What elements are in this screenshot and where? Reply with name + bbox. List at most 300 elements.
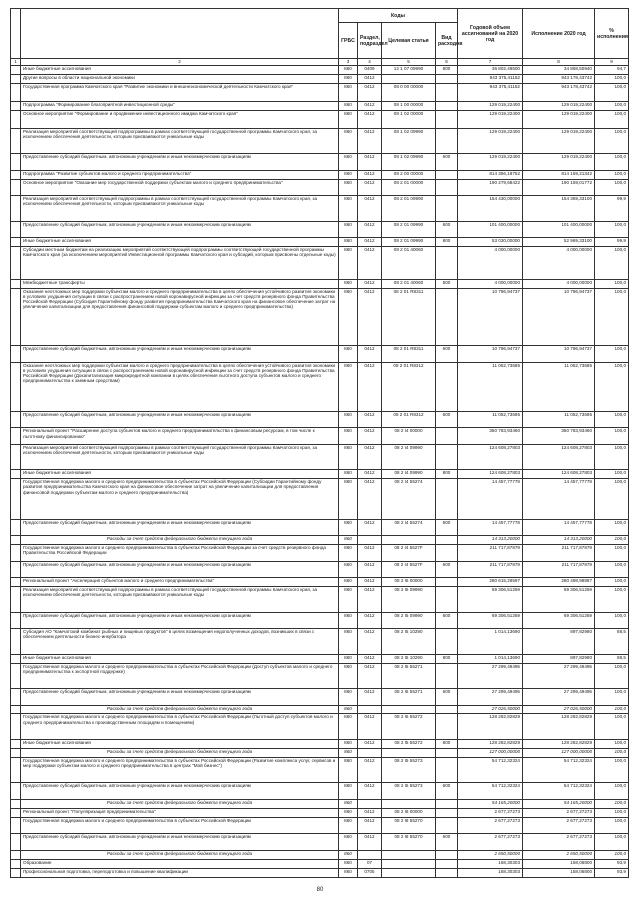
percent-cell: 100,0 [595,428,629,444]
grbs-cell: 860 [339,101,358,110]
plan-amount-cell: 168,30303 [458,859,523,868]
row-number-cell [11,587,21,612]
table-row [11,545,629,561]
target-article-cell: 08 1 02 09990 [382,128,436,153]
row-number-cell [11,479,21,519]
execution-amount-cell: 158,06800 [523,868,595,877]
expense-name-cell: Государственная поддержка малого и среднего предпринимательства в субъектах Российской Федерации (Льготный доступ субъектов малого и среднего предпринимательства к производственным площадям и помещениям) [21,714,339,739]
section-cell: 0412 [358,654,382,663]
target-article-cell: 08 2 I8 55270 [382,817,436,833]
section-cell: 0412 [358,739,382,748]
section-header: Раздел, подраздел [358,23,382,59]
expense-kind-cell: 600 [436,346,458,362]
expense-kind-cell [436,101,458,110]
percent-cell: 100,0 [595,817,629,833]
plan-amount-cell: 211 717,87879 [458,545,523,561]
column-number: 8 [523,59,595,66]
table-row [11,587,629,612]
execution-amount-cell: 814 159,21342 [523,170,595,179]
section-cell: 0412 [358,561,382,577]
table-row [11,834,629,850]
execution-amount-cell: 34 868,50940 [523,66,595,75]
grbs-cell: 860 [339,654,358,663]
plan-amount-cell: 128 282,82829 [458,714,523,739]
target-article-cell [382,868,436,877]
column-number: 3 [339,59,358,66]
grbs-cell: 860 [339,362,358,411]
grbs-cell: 860 [339,519,358,535]
table-row [11,757,629,782]
table-row [11,739,629,748]
expense-kind-cell [436,479,458,519]
section-cell: 0412 [358,519,382,535]
column-number: 7 [458,59,523,66]
row-number-cell [11,170,21,179]
expense-kind-cell [436,362,458,411]
percent-cell: 100,0 [595,783,629,799]
execution-amount-cell: 14 313,20000 [523,536,595,545]
target-article-cell: 08 1 00 00000 [382,101,436,110]
expense-kind-cell: 600 [436,612,458,628]
expense-kind-cell [436,179,458,195]
expense-name-cell: Другие вопросы в области национальной экономики [21,74,339,83]
plan-amount-cell: 14 457,77778 [458,479,523,519]
column-number: 4 [358,59,382,66]
column-number: 1 [11,59,21,66]
expense-kind-cell [436,444,458,469]
column-number: 9 [595,59,629,66]
grbs-cell: 860 [339,587,358,612]
percent-cell: 100,0 [595,83,629,101]
section-cell: 0412 [358,689,382,705]
section-cell: 07 [358,859,382,868]
target-article-cell: 08 2 I5 55272 [382,714,436,739]
column-number: 5 [382,59,436,66]
expense-name-cell: Государственная поддержка малого и среднего предпринимательства в субъектах Российской Федерации [21,817,339,833]
table-row [11,859,629,868]
row-number-cell [11,179,21,195]
expense-kind-cell [436,757,458,782]
expense-kind-cell [436,83,458,101]
target-article-cell: 08 2 I4 09990 [382,444,436,469]
target-article-cell [382,859,436,868]
expense-name-cell: Региональный проект "Популяризация предпринимательства" [21,808,339,817]
plan-amount-cell: 211 717,87879 [458,561,523,577]
expense-kind-cell: 600 [436,834,458,850]
expense-name-cell: Предоставление субсидий бюджетным, автономным учреждениям и иным некоммерческим организациям [21,689,339,705]
percent-cell: 93,9 [595,859,629,868]
page-number: 80 [316,887,324,893]
target-article-cell: 08 2 I5 55273 [382,783,436,799]
federal-funds-row [11,748,629,757]
grbs-cell: 860 [339,444,358,469]
target-article-cell: 08 1 02 09990 [382,154,436,170]
row-number-cell [11,578,21,587]
percent-cell: 100,0 [595,444,629,469]
grbs-cell: 860 [339,179,358,195]
plan-amount-cell: 943 375,41152 [458,83,523,101]
grbs-cell: 860 [339,561,358,577]
expense-name-cell: Профессиональная подготовка, переподготовка и повышение квалификации [21,868,339,877]
grbs-cell: 860 [339,170,358,179]
target-article-cell: 08 2 01 R8312 [382,362,436,411]
section-cell: 0412 [358,179,382,195]
percent-cell: 100,0 [595,154,629,170]
section-cell: 0412 [358,444,382,469]
table-row [11,663,629,688]
row-number-cell [11,868,21,877]
expense-name-cell: Субсидия АО "Камчатский комбинат рыбных и пищевых продуктов" в целях возмещения недополученных доходов, возникших в связи с обеспечением деятельности бизнес-инкубатора [21,629,339,654]
plan-amount-cell: 27 026,50000 [458,705,523,714]
section-cell: 0412 [358,83,382,101]
plan-amount-cell: 168,30303 [458,868,523,877]
plan-amount-cell: 4 000,00000 [458,280,523,289]
percent-cell: 94,7 [595,66,629,75]
percent-cell: 100,0 [595,110,629,128]
expense-kind-cell [436,663,458,688]
row-number-cell [11,817,21,833]
expense-name-cell: Реализация мероприятий соответствующей подпрограммы в рамках соответствующей государственной программы Камчатского края, за исключением обеспечения деятельности, которым присваиваются уникальные коды [21,128,339,153]
execution-amount-cell: 129 019,22400 [523,128,595,153]
expense-name-cell: Иные бюджетные ассигнования [21,470,339,479]
grbs-cell: 860 [339,479,358,519]
execution-amount-cell: 124 608,27803 [523,470,595,479]
percent-cell: 100,0 [595,808,629,817]
execution-amount-cell: 4 000,00000 [523,247,595,280]
execution-amount-cell: 943 178,43742 [523,83,595,101]
expense-name-cell: Оказание неотложных мер поддержки субъектам малого и среднего предпринимательства в целях обеспечения устойчивого развития экономики в условиях ухудшения ситуации в связи с распространением новой коронавирусной инфекции за счет средств резервного фонда Правительства Российской Федерации (Субсидия Гарантийному фонду развития предпринимательства Камчатского края на финансовое обеспечение затрат на увеличение капитализации для предоставления финансовой поддержки субъектам малого и среднего предпринимательства) [21,289,339,346]
target-article-cell: 08 2 I4 55274 [382,519,436,535]
row-number-cell [11,66,21,75]
plan-amount-cell: 27 299,49495 [458,689,523,705]
table-row [11,110,629,128]
percent-cell: 100,0 [595,289,629,346]
grbs-cell: 860 [339,850,358,859]
expense-kind-cell [436,545,458,561]
table-row [11,578,629,587]
execution-amount-cell: 27 299,49495 [523,663,595,688]
grbs-cell: 860 [339,280,358,289]
codes-group-header: Коды [339,9,458,23]
table-row [11,629,629,654]
percent-cell: 100,0 [595,663,629,688]
target-article-cell: 08 2 I5 09990 [382,612,436,628]
grbs-cell: 860 [339,411,358,427]
expense-kind-cell [436,629,458,654]
plan-amount-cell: 128 282,82829 [458,739,523,748]
section-cell [358,536,382,545]
plan-amount-cell: 54 712,32324 [458,757,523,782]
section-cell: 0412 [358,154,382,170]
budget-rows [11,66,629,878]
grbs-cell: 860 [339,578,358,587]
execution-amount-cell: 350 783,93460 [523,428,595,444]
row-number-cell [11,714,21,739]
execution-amount-cell: 211 717,87879 [523,545,595,561]
expense-name-cell: Расходы за счет средств федерального бюджета текущего года [21,705,339,714]
target-article-cell: 08 2 I4 5527F [382,561,436,577]
target-article-cell [382,850,436,859]
section-cell: 0412 [358,470,382,479]
grbs-cell: 860 [339,247,358,280]
percent-cell: 100,0 [595,561,629,577]
grbs-cell: 860 [339,238,358,247]
execution-amount-cell: 10 796,94737 [523,346,595,362]
row-number-cell [11,289,21,346]
grbs-cell: 860 [339,748,358,757]
expense-name-cell: Государственная поддержка малого и среднего предпринимательства в субъектах Российской Федерации за счет средств резервного фонда Правительства Российской Федерации [21,545,339,561]
grbs-cell: 860 [339,221,358,237]
execution-amount-cell: 129 019,22400 [523,101,595,110]
section-cell: 0412 [358,346,382,362]
row-number-cell [11,238,21,247]
plan-amount-cell: 1 014,13690 [458,629,523,654]
expense-kind-cell: 600 [436,221,458,237]
target-article-cell: 08 2 I5 09990 [382,587,436,612]
row-number-cell [11,808,21,817]
expense-name-cell: Региональный проект "Расширение доступа субъектов малого и среднего предпринимательства к финансовым ресурсам, в том числе к льготному финансированию" [21,428,339,444]
execution-amount-cell: 2 650,50000 [523,850,595,859]
expense-kind-cell [436,808,458,817]
expense-name-cell: Реализация мероприятий соответствующей подпрограммы в рамках соответствующей государственной программы Камчатского края, за исключением обеспечения деятельности, которым присваиваются уникальные коды [21,196,339,221]
section-cell [358,850,382,859]
expense-name-cell: Иные бюджетные ассигнования [21,66,339,75]
plan-amount-cell: 2 650,50000 [458,850,523,859]
expense-kind-cell [436,289,458,346]
plan-amount-cell: 124 608,27803 [458,444,523,469]
target-article-cell: 08 2 I5 10290 [382,654,436,663]
expense-kind-cell: 800 [436,66,458,75]
plan-amount-cell: 10 796,94737 [458,346,523,362]
row-number-cell [11,689,21,705]
expense-kind-cell [436,110,458,128]
target-article-cell: 08 2 I4 5527F [382,545,436,561]
grbs-cell: 860 [339,110,358,128]
section-cell: 0412 [358,280,382,289]
percent-cell: 100,0 [595,74,629,83]
expense-kind-cell [436,748,458,757]
expense-kind-cell: 800 [436,739,458,748]
plan-amount-cell: 129 019,22400 [458,101,523,110]
plan-amount-cell: 2 677,27273 [458,808,523,817]
expense-kind-cell [436,850,458,859]
execution-amount-cell: 2 677,27273 [523,808,595,817]
expense-name-cell: Предоставление субсидий бюджетным, автономным учреждениям и иным некоммерческим организациям [21,783,339,799]
expense-kind-cell [436,799,458,808]
section-cell: 0412 [358,587,382,612]
expense-kind-cell [436,196,458,221]
target-article-cell: 08 2 I5 55273 [382,757,436,782]
execution-amount-cell: 190 159,01772 [523,179,595,195]
expense-kind-cell [436,578,458,587]
section-cell: 0412 [358,578,382,587]
percent-cell: 100,0 [595,689,629,705]
expense-name-cell: Предоставление субсидий бюджетным, автономным учреждениям и иным некоммерческим организациям [21,221,339,237]
plan-amount-cell: 2 677,27273 [458,817,523,833]
expense-name-cell: Реализация мероприятий соответствующей подпрограммы в рамках соответствующей государственной программы Камчатского края, за исключением обеспечения деятельности, которым присваиваются уникальные коды [21,587,339,612]
expense-kind-cell [436,817,458,833]
plan-amount-cell: 1 014,13690 [458,654,523,663]
table-row [11,362,629,411]
target-article-cell: 08 2 01 R8311 [382,346,436,362]
percent-cell: 99,9 [595,238,629,247]
expense-kind-header: Вид расходов [436,23,458,59]
grbs-cell: 860 [339,705,358,714]
table-row [11,154,629,170]
expense-kind-cell: 600 [436,519,458,535]
execution-amount-cell: 10 796,94737 [523,289,595,346]
target-article-cell: 08 2 01 00000 [382,179,436,195]
plan-amount-cell: 14 457,77778 [458,519,523,535]
expense-name-cell: Основное мероприятие "Формирование и продвижение инвестиционного имиджа Камчатского края" [21,110,339,128]
federal-funds-row [11,536,629,545]
execution-amount-cell: 27 026,50000 [523,705,595,714]
execution-header: Исполнение 2020 год [523,9,595,59]
plan-amount-cell: 350 783,93460 [458,428,523,444]
percent-cell: 100,0 [595,705,629,714]
execution-amount-cell: 14 457,77778 [523,479,595,519]
expense-name-cell: Государственная поддержка малого и среднего предпринимательства в субъектах Российской Федерации (Субсидии Гарантийному фонду развития предпринимательства Камчатского края на финансовое обеспечение затрат на увеличение капитализации для предоставления финансовой поддержки субъектам малого и среднего предпринимательства) [21,479,339,519]
row-number-cell [11,110,21,128]
row-number-cell [11,247,21,280]
section-cell: 0412 [358,362,382,411]
target-article-cell: 08 2 I5 55271 [382,663,436,688]
expense-name-cell: Подпрограмма "Формирование благоприятной инвестиционной среды" [21,101,339,110]
percent-cell: 100,0 [595,519,629,535]
expense-kind-cell [436,74,458,83]
row-number-header [11,9,21,59]
percent-cell: 100,0 [595,179,629,195]
expense-name-cell: Субсидии местным бюджетам на реализацию мероприятий соответствующей подпрограммы соответствующей государственной программы Камчатского края (за исключением мероприятий Инвестиционной программы Камчатского края и субсидий, которым присвоены отдельные коды) [21,247,339,280]
plan-amount-cell: 11 052,73685 [458,362,523,411]
target-article-cell: 12 1 07 09990 [382,66,436,75]
percent-cell: 100,0 [595,850,629,859]
section-cell: 0412 [358,74,382,83]
expense-name-cell: Иные бюджетные ассигнования [21,739,339,748]
execution-amount-cell: 129 019,22400 [523,154,595,170]
percent-cell: 100,0 [595,101,629,110]
row-number-cell [11,834,21,850]
target-article-cell [382,748,436,757]
plan-amount-cell: 2 677,27273 [458,834,523,850]
target-article-cell: 08 2 I8 00000 [382,808,436,817]
grbs-cell: 860 [339,714,358,739]
plan-amount-cell: 69 306,51259 [458,612,523,628]
budget-sheet [10,8,628,878]
expense-kind-cell [436,859,458,868]
execution-amount-cell: 11 052,73685 [523,362,595,411]
target-article-cell: 08 2 01 09990 [382,221,436,237]
section-cell: 0412 [358,428,382,444]
execution-amount-cell: 54 165,20000 [523,799,595,808]
percent-cell: 100,0 [595,578,629,587]
execution-amount-cell: 154 369,33100 [523,196,595,221]
grbs-cell: 860 [339,74,358,83]
execution-amount-cell: 14 457,77778 [523,519,595,535]
expense-kind-cell: 600 [436,561,458,577]
percent-cell: 100,0 [595,739,629,748]
table-row [11,411,629,427]
grbs-cell: 860 [339,783,358,799]
row-number-cell [11,280,21,289]
table-row [11,280,629,289]
row-number-cell [11,663,21,688]
row-number-cell [11,154,21,170]
target-article-cell: 08 2 I5 55271 [382,689,436,705]
section-cell: 0412 [358,196,382,221]
grbs-cell: 860 [339,612,358,628]
grbs-cell: 860 [339,739,358,748]
section-cell: 0412 [358,247,382,280]
percent-cell: 100,0 [595,757,629,782]
plan-amount-cell: 101 400,00000 [458,221,523,237]
expense-kind-cell: 800 [436,238,458,247]
target-article-cell [382,799,436,808]
section-cell: 0412 [358,714,382,739]
section-cell: 0412 [358,834,382,850]
plan-amount-cell: 11 052,73685 [458,411,523,427]
plan-amount-cell: 69 306,51259 [458,587,523,612]
grbs-header: ГРБС [339,23,358,59]
target-article-cell: 08 2 I5 55272 [382,739,436,748]
table-row [11,128,629,153]
table-row [11,868,629,877]
section-cell: 0412 [358,817,382,833]
target-article-cell: 08 1 02 00000 [382,110,436,128]
grbs-cell: 860 [339,545,358,561]
execution-amount-cell: 129 019,22400 [523,110,595,128]
target-article-cell: 08 2 I4 09990 [382,470,436,479]
expense-name-cell: Иные бюджетные ассигнования [21,238,339,247]
table-row [11,238,629,247]
execution-amount-cell: 897,82980 [523,654,595,663]
grbs-cell: 860 [339,470,358,479]
target-article-cell: 08 2 01 R8312 [382,411,436,427]
expense-name-cell: Предоставление субсидий бюджетным, автономным учреждениям и иным некоммерческим организациям [21,561,339,577]
expense-kind-cell [436,170,458,179]
grbs-cell: 860 [339,663,358,688]
percent-cell: 100,0 [595,748,629,757]
target-article-cell: 08 2 01 40060 [382,247,436,280]
expense-name-cell: Предоставление субсидий бюджетным, автономным учреждениям и иным некоммерческим организациям [21,612,339,628]
federal-funds-row [11,705,629,714]
section-cell: 0412 [358,629,382,654]
target-article-cell: 08 2 01 09990 [382,238,436,247]
federal-funds-row [11,850,629,859]
grbs-cell: 860 [339,196,358,221]
target-article-cell: 08 2 I5 10290 [382,629,436,654]
expense-kind-cell [436,705,458,714]
plan-amount-cell: 127 000,00000 [458,748,523,757]
expense-kind-cell: 500 [436,280,458,289]
plan-amount-cell: 814 356,18752 [458,170,523,179]
expense-name-cell: Иные бюджетные ассигнования [21,654,339,663]
plan-amount-cell: 280 615,29597 [458,578,523,587]
section-cell: 0412 [358,110,382,128]
expense-name-cell: Государственная поддержка малого и среднего предпринимательства в субъектах Российской Федерации (Доступ субъектов малого и среднего предпринимательства к экспортной поддержке) [21,663,339,688]
plan-amount-cell: 36 802,49500 [458,66,523,75]
plan-amount-cell: 53 030,00000 [458,238,523,247]
column-number: 6 [436,59,458,66]
row-number-cell [11,545,21,561]
expense-kind-cell [436,128,458,153]
table-row [11,74,629,83]
grbs-cell: 860 [339,817,358,833]
budget-execution-table [10,8,629,878]
grbs-cell: 860 [339,808,358,817]
expense-name-cell: Основное мероприятие "Оказание мер государственной поддержки субъектам малого и среднего предпринимательства" [21,179,339,195]
execution-amount-cell: 2 677,27273 [523,817,595,833]
